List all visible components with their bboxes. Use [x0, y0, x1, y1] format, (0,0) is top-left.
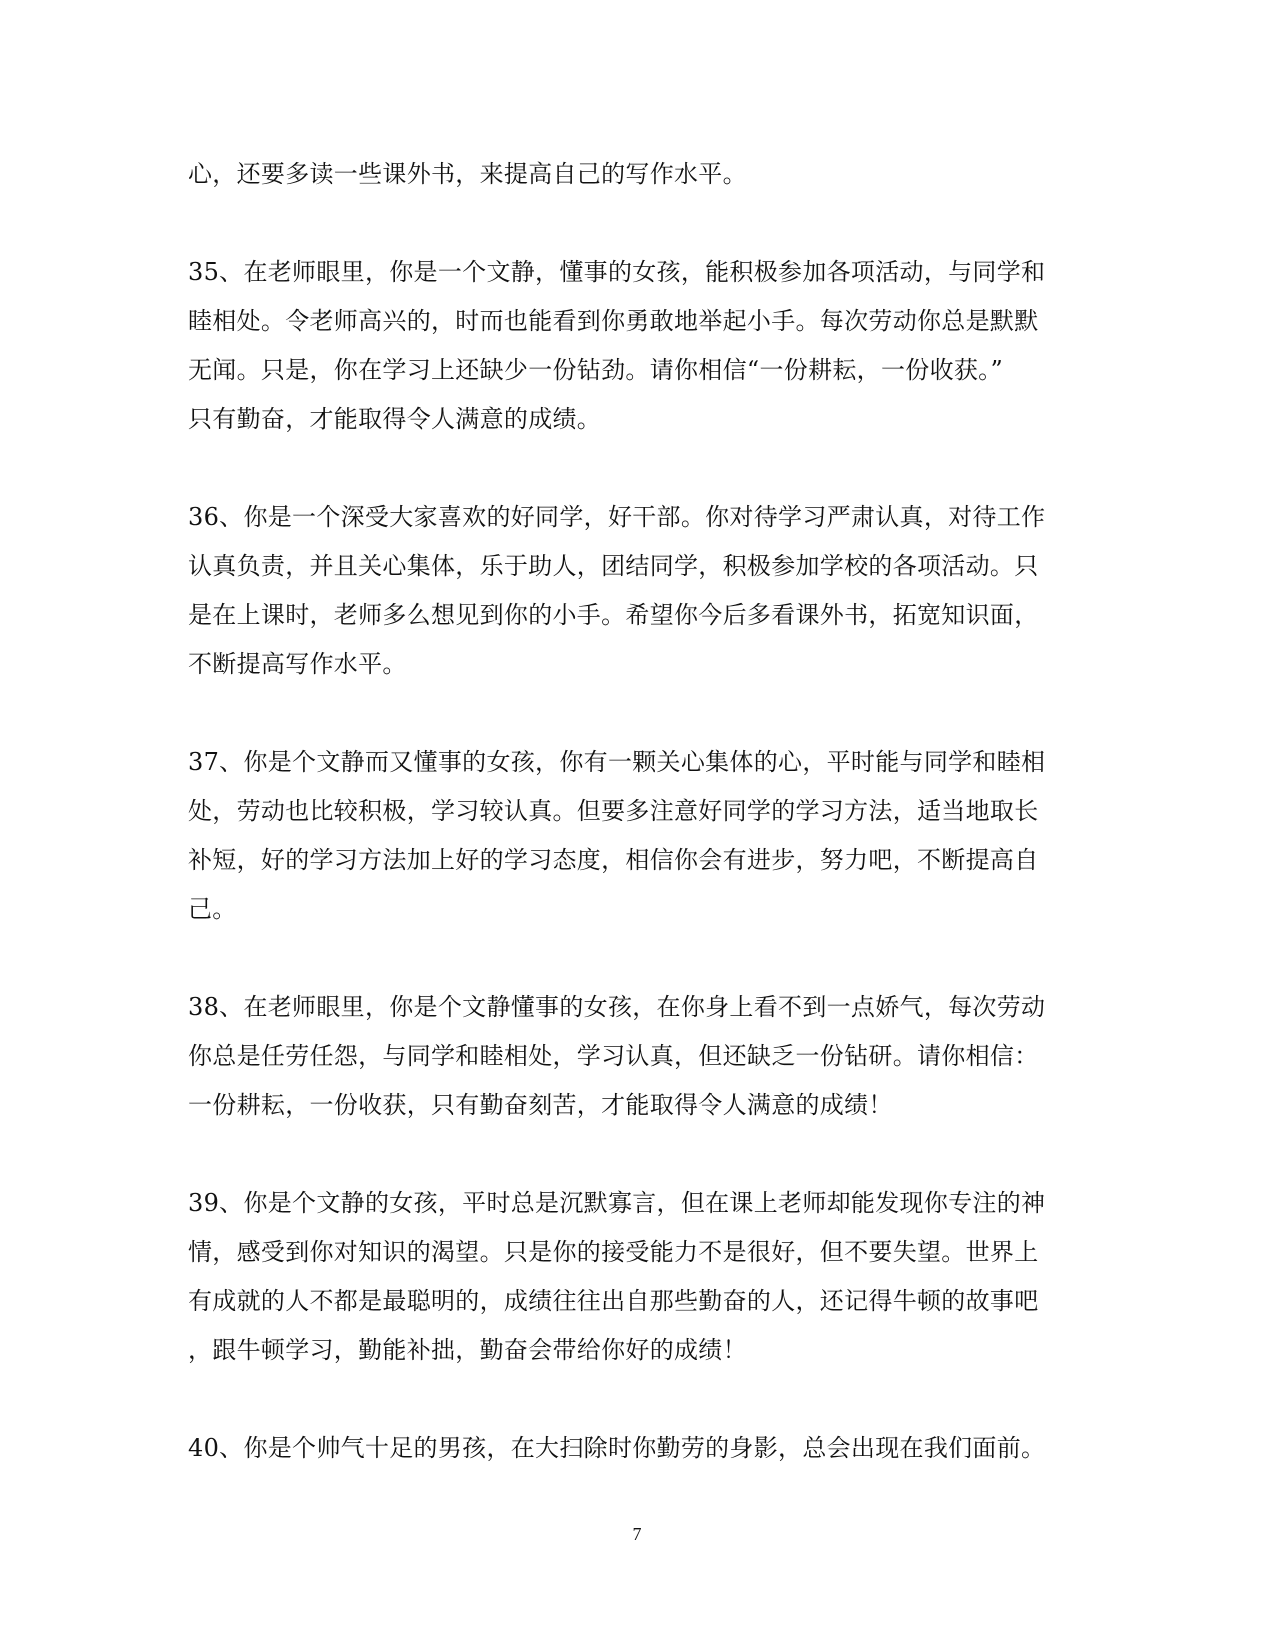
paragraph-35	[188, 248, 1068, 444]
page-number: 7	[632, 1524, 642, 1544]
text-line: 无闻。只是，你在学习上还缺少一份钻劲。请你相信“一份耕耘，一份收获。”	[188, 356, 1004, 384]
paragraph-37	[188, 738, 1068, 934]
text-line: 你总是任劳任怨，与同学和睦相处，学习认真，但还缺乏一份钻研。请你相信：	[188, 1042, 1039, 1070]
text-line: 37、你是个文静而又懂事的女孩，你有一颗关心集体的心，平时能与同学和睦相	[188, 748, 1046, 776]
document-body	[188, 150, 1068, 1473]
paragraph-34-continuation	[188, 150, 1068, 199]
text-line: 35、在老师眼里，你是一个文静，懂事的女孩，能积极参加各项活动，与同学和	[188, 258, 1046, 286]
text-line: 处，劳动也比较积极，学习较认真。但要多注意好同学的学习方法，适当地取长	[188, 797, 1039, 825]
text-line: 40、你是个帅气十足的男孩，在大扫除时你勤劳的身影，总会出现在我们面前。	[188, 1434, 1046, 1462]
paragraph-36	[188, 493, 1068, 689]
text-line: 补短，好的学习方法加上好的学习态度，相信你会有进步，努力吧，不断提高自	[188, 846, 1039, 874]
paragraph-38	[188, 983, 1068, 1130]
text-line: 39、你是个文静的女孩，平时总是沉默寡言，但在课上老师却能发现你专注的神	[188, 1189, 1046, 1217]
text-line: 是在上课时，老师多么想见到你的小手。希望你今后多看课外书，拓宽知识面，	[188, 601, 1039, 629]
text-line: 睦相处。令老师高兴的，时而也能看到你勇敢地举起小手。每次劳动你总是默默	[188, 307, 1039, 335]
text-line: 有成就的人不都是最聪明的，成绩往往出自那些勤奋的人，还记得牛顿的故事吧	[188, 1287, 1039, 1315]
text-line: 只有勤奋，才能取得令人满意的成绩。	[188, 405, 602, 433]
text-line: 己。	[188, 895, 237, 923]
text-line: ，跟牛顿学习，勤能补拙，勤奋会带给你好的成绩！	[188, 1336, 747, 1364]
text-line: 情，感受到你对知识的渴望。只是你的接受能力不是很好，但不要失望。世界上	[188, 1238, 1039, 1266]
text-line: 不断提高写作水平。	[188, 650, 407, 678]
text-line: 认真负责，并且关心集体，乐于助人，团结同学，积极参加学校的各项活动。只	[188, 552, 1039, 580]
text-line: 心，还要多读一些课外书，来提高自己的写作水平。	[188, 160, 747, 188]
paragraph-39	[188, 1179, 1068, 1375]
text-line: 36、你是一个深受大家喜欢的好同学，好干部。你对待学习严肃认真，对待工作	[188, 503, 1046, 531]
text-line: 38、在老师眼里，你是个文静懂事的女孩，在你身上看不到一点娇气，每次劳动	[188, 993, 1046, 1021]
paragraph-40	[188, 1424, 1068, 1473]
text-line: 一份耕耘，一份收获，只有勤奋刻苦，才能取得令人满意的成绩！	[188, 1091, 893, 1119]
